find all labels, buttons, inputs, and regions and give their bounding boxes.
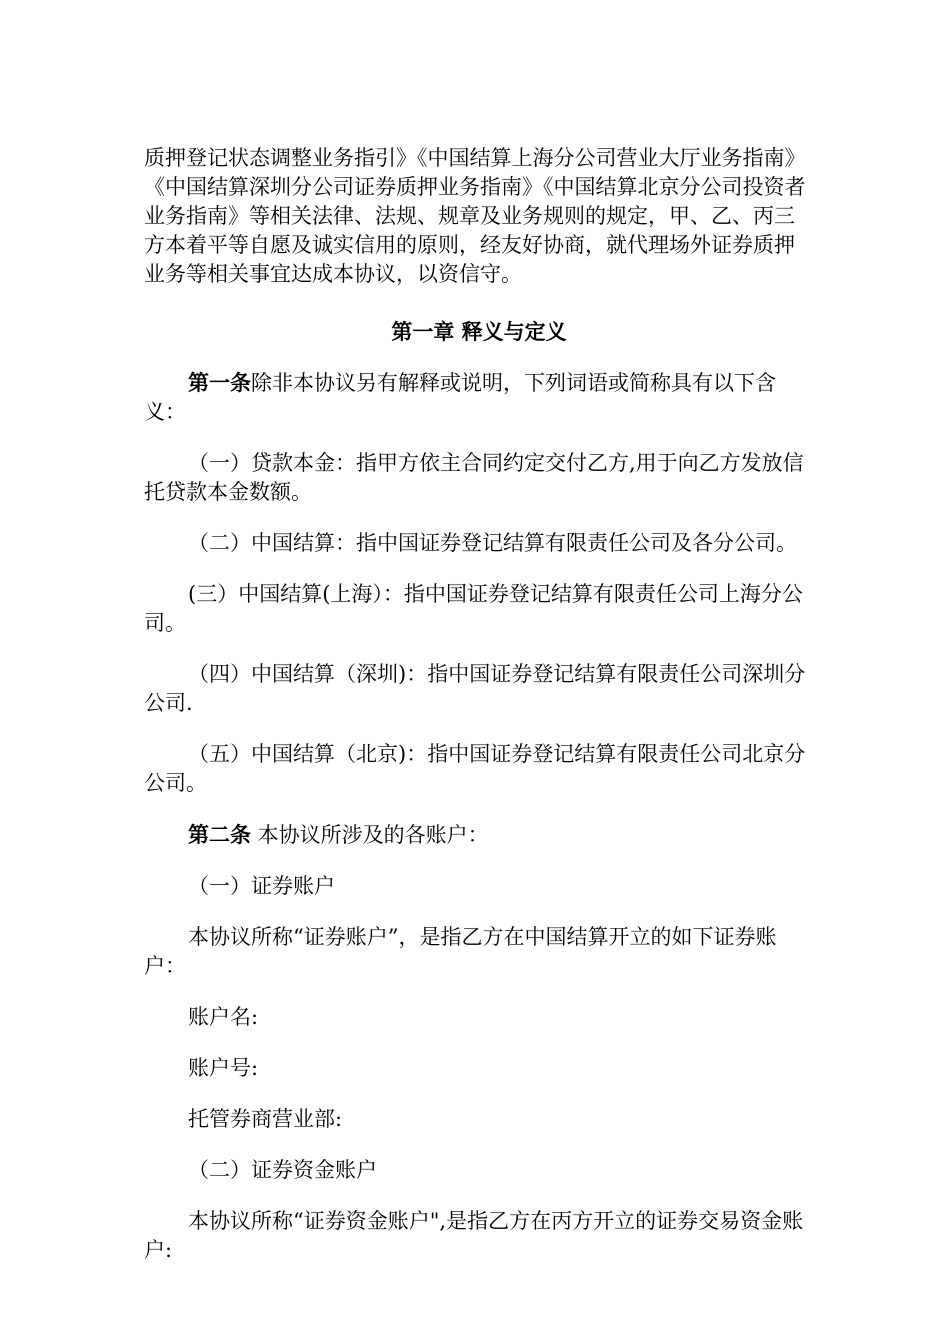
article-2-text: 本协议所涉及的各账户： [251,823,489,847]
custodian-label: 托管券商营业部: [188,1107,343,1131]
definition-item: （四）中国结算（深圳)：指中国证券登记结算有限责任公司深圳分公司. [144,662,806,715]
definition-item: （五）中国结算（北京)：指中国证券登记结算有限责任公司北京分公司。 [144,742,806,795]
article-1-text: 除非本协议另有解释或说明，下列词语或简称具有以下含义： [144,371,776,424]
document-page [144,144,814,1265]
account-name-label: 账户名: [188,1005,259,1029]
article-1-heading: 第一条 [188,370,251,395]
securities-account-title: （一）证券账户 [188,874,335,898]
account-number-label: 账户号: [188,1056,259,1080]
chapter-title: 第一章 释义与定义 [391,319,567,344]
fund-account-desc: 本协议所称“证券资金账户",是指乙方在丙方开立的证券交易资金账户: [144,1209,804,1262]
definition-item: (三）中国结算(上海）：指中国证券登记结算有限责任公司上海分公司。 [144,582,803,635]
securities-account-desc: 本协议所称“证券账户”，是指乙方在中国结算开立的如下证券账户： [144,925,777,978]
definition-item: （一）贷款本金：指甲方依主合同约定交付乙方,用于向乙方发放信托贷款本金数额。 [144,451,804,504]
article-1 [144,368,814,427]
article-2 [144,820,814,850]
intro-paragraph: 质押登记状态调整业务指引》《中国结算上海分公司营业大厅业务指南》《中国结算深圳分公司证券质押业务指南》《中国结算北京分公司投资者业务指南》等相关法律、法规、规章及业务规则的规定，甲、乙、丙三方本着平等自愿及诚实信用的原则，经友好协商，就代理场外证券质押业务等相关事宜达成本协议，以资信守。 [144,146,806,286]
definition-item: （二）中国结算：指中国证券登记结算有限责任公司及各分公司。 [188,531,797,555]
article-2-heading: 第二条 [188,822,251,847]
fund-account-title: （二）证券资金账户 [188,1158,377,1182]
